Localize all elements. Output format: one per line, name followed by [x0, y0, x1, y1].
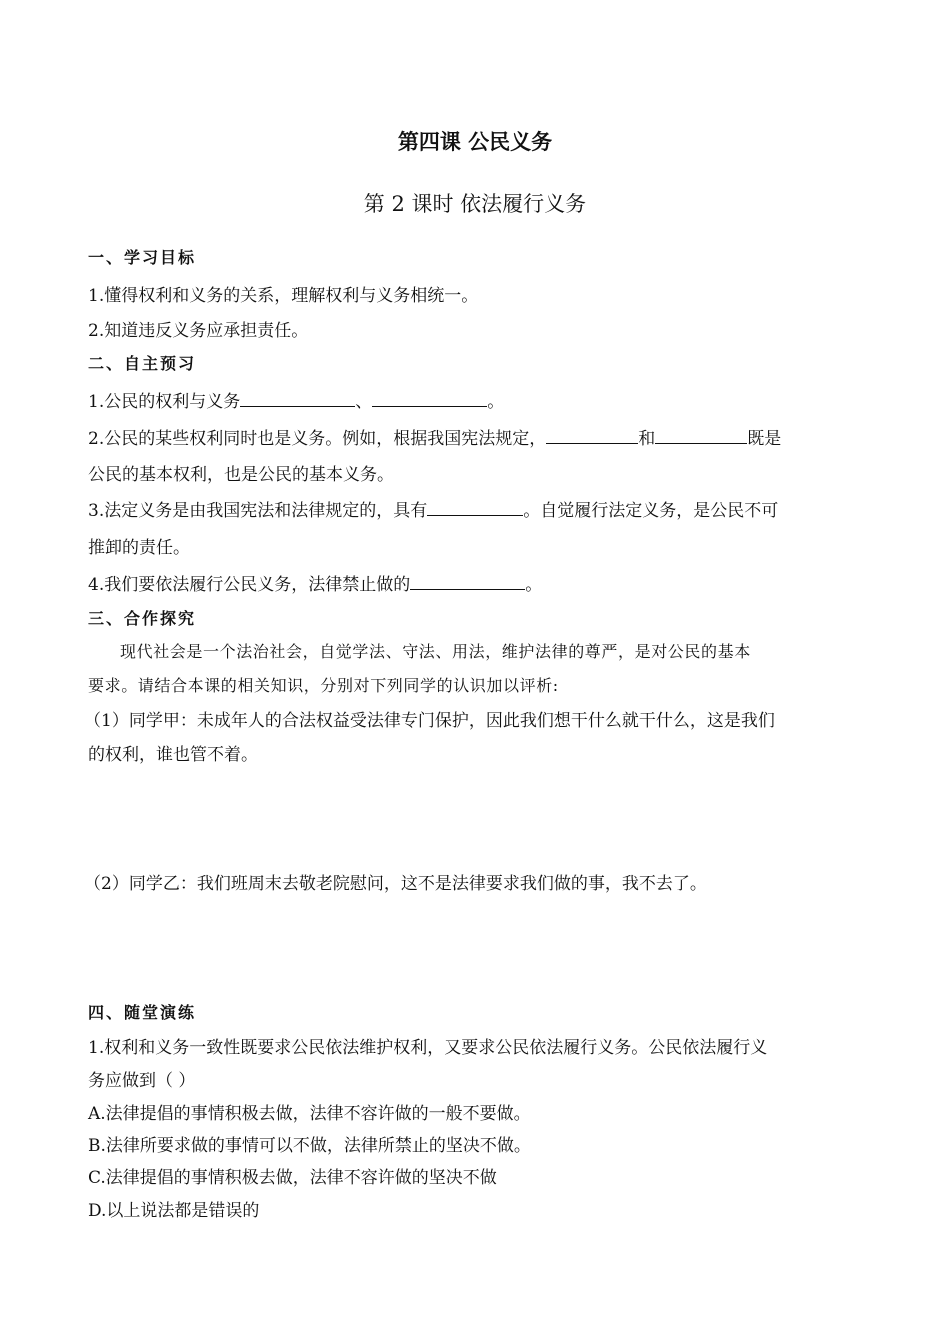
question-text: 。 [525, 575, 543, 595]
answer-blank[interactable] [410, 571, 525, 590]
answer-blank[interactable] [372, 388, 487, 407]
section-heading-practice: 四、随堂演练 [88, 1003, 197, 1022]
question-text: 。自觉履行法定义务，是公民不可 [523, 501, 779, 521]
question-text: 、 [355, 392, 373, 412]
section-heading-cooperation: 三、合作探究 [88, 609, 197, 628]
discussion-question-1: （1）同学甲：未成年人的合法权益受法律专门保护，因此我们想干什么就干什么，这是我们 [84, 711, 775, 731]
option-b: B.法律所要求做的事情可以不做，法律所禁止的坚决不做。 [88, 1136, 531, 1156]
option-a: A.法律提倡的事情积极去做，法律不容许做的一般不要做。 [88, 1104, 531, 1124]
question-text: 4.我们要依法履行公民义务，法律禁止做的 [88, 575, 411, 595]
question-text: 推卸的责任。 [88, 538, 190, 558]
practice-question-1-cont: 务应做到（ ） [88, 1071, 196, 1091]
objective-item: 2.知道违反义务应承担责任。 [88, 321, 309, 341]
question-text: 和 [638, 429, 656, 449]
section-heading-objectives: 一、学习目标 [88, 248, 197, 267]
discussion-question-1-cont: 的权利，谁也管不着。 [88, 745, 258, 765]
question-text: 2.公民的某些权利同时也是义务。例如，根据我国宪法规定， [88, 429, 547, 449]
lesson-subtitle: 第 2 课时 依法履行义务 [363, 192, 587, 216]
preview-question-3 [88, 496, 778, 521]
question-text: 。 [487, 392, 505, 412]
intro-text: 现代社会是一个法治社会，自觉学法、守法、用法，维护法律的尊严，是对公民的基本 [120, 642, 751, 661]
option-c: C.法律提倡的事情积极去做，法律不容许做的坚决不做 [88, 1168, 497, 1188]
question-text: 1.公民的权利与义务 [88, 392, 241, 412]
preview-question-4 [88, 570, 542, 595]
answer-blank[interactable] [655, 425, 747, 444]
question-text: 公民的基本权利，也是公民的基本义务。 [88, 465, 394, 485]
preview-question-1 [88, 387, 504, 412]
answer-blank[interactable] [240, 388, 355, 407]
answer-blank[interactable] [546, 425, 638, 444]
section-heading-preview: 二、自主预习 [88, 354, 197, 373]
question-text: 既是 [747, 429, 782, 449]
preview-question-2 [88, 424, 781, 449]
discussion-question-2: （2）同学乙：我们班周末去敬老院慰问，这不是法律要求我们做的事，我不去了。 [84, 874, 707, 894]
answer-blank[interactable] [427, 497, 523, 516]
objective-item: 1.懂得权利和义务的关系，理解权利与义务相统一。 [88, 286, 479, 306]
lesson-title: 第四课 公民义务 [397, 129, 553, 154]
practice-question-1: 1.权利和义务一致性既要求公民依法维护权利，又要求公民依法履行义务。公民依法履行义 [88, 1038, 768, 1058]
question-text: 3.法定义务是由我国宪法和法律规定的，具有 [88, 501, 428, 521]
option-d: D.以上说法都是错误的 [88, 1201, 260, 1221]
intro-text: 要求。请结合本课的相关知识，分别对下列同学的认识加以评析: [88, 676, 559, 695]
